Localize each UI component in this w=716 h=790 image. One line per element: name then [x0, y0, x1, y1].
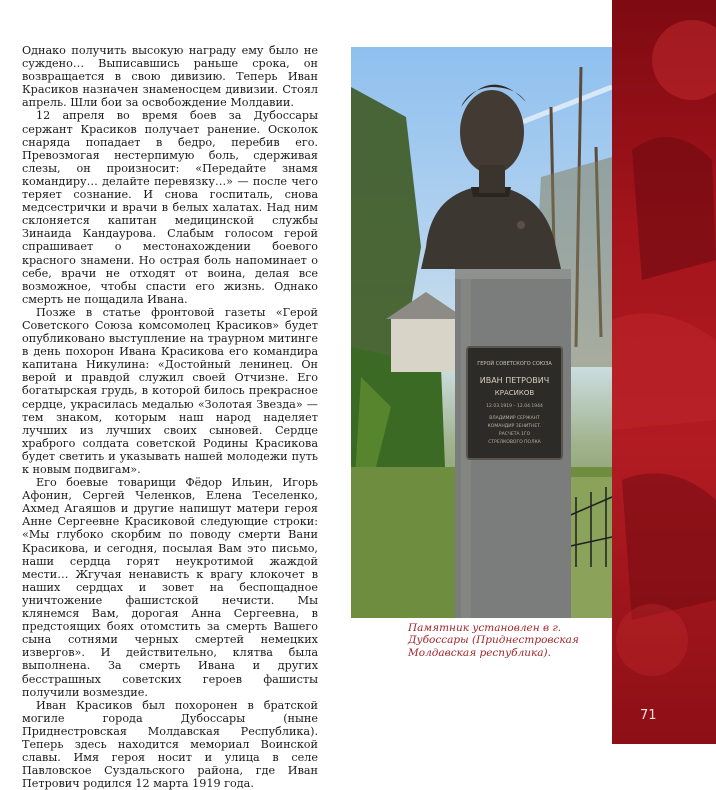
plaque-line-7: РАСЧЕТА 1ГО [498, 432, 531, 437]
photo-caption: Памятник установлен в г. Дубоссары (Приднестровская Молдавская республика). [408, 622, 579, 659]
plaque-line-4: 12.03.1919 – 12.04.1944 [486, 404, 543, 409]
plaque-line-2: ИВАН ПЕТРОВИЧ [479, 376, 550, 385]
page-number: 71 [640, 708, 657, 723]
paragraph-2: 12 апреля во время боев за Дубоссары сержант Красиков получает ранение. Осколок снаряда попадает в бедро, перебив его. Превозмогая нестерпимую боль, сдерживая слезы, он произносит: «Передайте знамя командиру… делайте перевязку…» — после чего теряет сознание. И снова госпиталь, снова медсестрички и врачи в белых халатах. Над ним склоняется капитан медицинской службы Зинаида Кандаурова. Слабым голосом герой спрашивает о местонахождении боевого красного знамени. Но острая боль напоминает о себе, врачи не отходят от воина, делая все возможное, чтобы спасти его жизнь. Однако смерть не пощадила Ивана. [22, 109, 318, 306]
monument-photo [351, 47, 612, 618]
plaque-line-5: ВЛАДИМИР СЕРЖАНТ [489, 416, 540, 421]
paragraph-5: Иван Красиков был похоронен в братской могиле города Дубоссары (ныне Приднестровская Молдавская Республика). Теперь здесь находится мемориал Воинской славы. Имя героя носит и улица в селе Павловское Суздальского района, где Иван Петрович родился 12 марта 1919 года. [22, 698, 318, 790]
plaque-line-8: СТРЕЛКОВОГО ПОЛКА [488, 440, 541, 445]
article-body [22, 44, 318, 790]
paragraph-1: Однако получить высокую награду ему было не суждено… Выписавшись раньше срока, он возвращается в свою дивизию. Теперь Иван Красиков назначен знаменосцем дивизии. Стоял апрель. Шли бои за освобождение Молдавии. [22, 44, 318, 110]
red-band-artwork [612, 0, 716, 744]
paragraph-4: Его боевые товарищи Фёдор Ильин, Игорь Афонин, Сергей Челенков, Елена Теселенко, Ахмед Агаяшов и другие напишут матери героя Анне Сергеевне Красиковой следующие строки: «Мы глубоко скорбим по поводу смерти Вани Красикова, и сегодня, посылая Вам это письмо, наши сердца горят неукротимой жаждой мести… Жгучая ненависть к врагу клокочет в наших сердцах и зовет на беспощадное уничтожение фашистской нечисти. Мы клянемся Вам, дорогая Анна Сергеевна, в предстоящих боях отомстить за смерть Вашего сына сотнями черных смертей немецких извергов». И действительно, клятва была выполнена. За смерть Ивана и других бесстрашных советских героев фашисты получили возмездие. [22, 476, 318, 699]
plaque-line-1: ГЕРОЙ СОВЕТСКОГО СОЮЗА [477, 361, 552, 367]
decorative-red-band [612, 0, 716, 744]
monument-illustration [351, 47, 612, 618]
paragraph-3: Позже в статье фронтовой газеты «Герой Советского Союза комсомолец Красиков» будет опубликовано выступление на траурном митинге в день похорон Ивана Красикова его командира капитана Никулина: «Достойный ленинец. Он верой и правдой служил своей Отчизне. Его богатырская грудь, в которой билось прекрасное сердце, украсилась медалью «Золотая Звезда» — тем знаком, которым наш народ наделяет лучших из лучших своих сыновей. Сердце храброго солдата советской Родины Красикова будет светить и указывать нашей молодежи путь к новым подвигам». [22, 305, 318, 476]
plaque-line-6: КОМАНДИР ЗЕНИТНЕТ. [487, 424, 542, 429]
plaque-line-3: КРАСИКОВ [494, 389, 535, 397]
